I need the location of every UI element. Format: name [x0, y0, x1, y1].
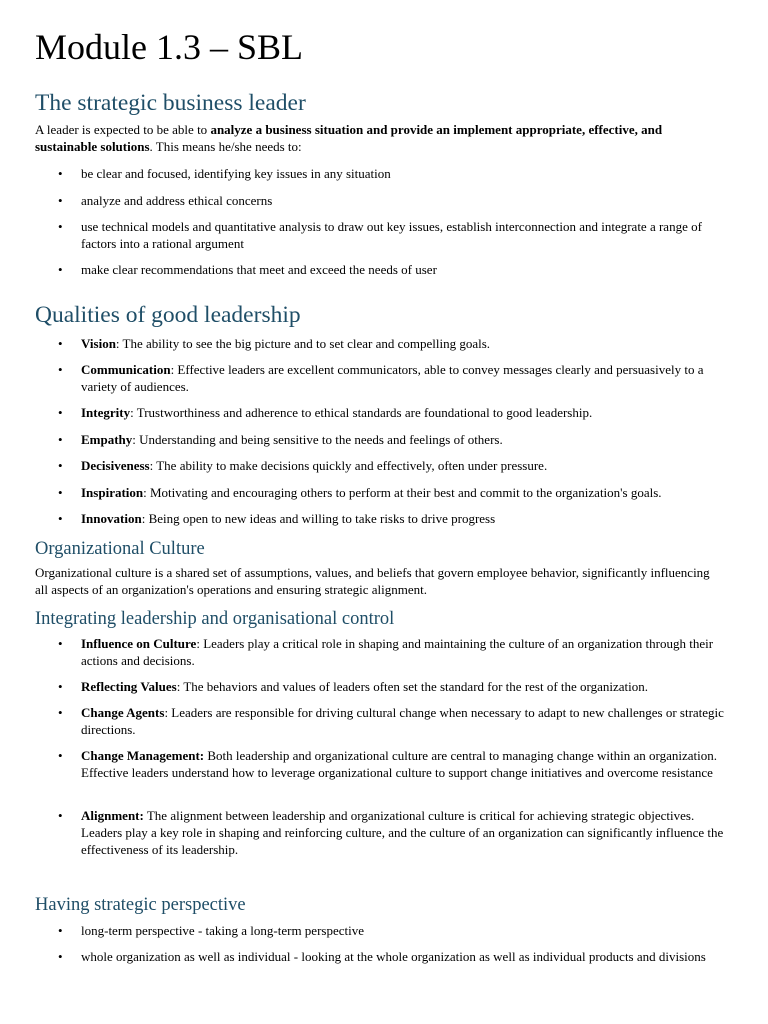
list-item-term: Change Agents	[81, 705, 165, 720]
list-item-text: : Effective leaders are excellent communicators, able to convey messages clearly and persuasively to a variety of audiences.	[81, 362, 704, 394]
list-item-term: Inspiration	[81, 485, 144, 500]
list-item	[0, 948, 768, 965]
list-item	[0, 678, 768, 695]
list-item-text: use technical models and quantitative analysis to draw out key issues, establish interconnection and integrate a range of factors into a rational argument	[81, 219, 702, 251]
list-item	[0, 457, 768, 474]
list-item-term: Decisiveness	[81, 458, 150, 473]
bullet-icon: •	[58, 511, 63, 526]
bullet-icon: •	[58, 219, 63, 234]
list-item	[0, 218, 768, 252]
heading-having-strategic-perspective: Having strategic perspective	[35, 895, 246, 915]
intro-prefix: A leader is expected to be able to	[35, 122, 211, 137]
intro-suffix: . This means he/she needs to:	[149, 138, 302, 154]
list-item-text: analyze and address ethical concerns	[81, 193, 273, 208]
list-item-text: : Trustworthiness and adherence to ethical standards are foundational to good leadership.	[130, 405, 593, 420]
list-item-text: The alignment between leadership and organizational culture is critical for achieving strategic objectives. Leaders play a key role in shaping and reinforcing culture, and the culture of an organization can significantly influence the effectiveness of its leadership.	[81, 808, 724, 857]
bullet-icon: •	[58, 193, 63, 208]
list-item-text: : The ability to see the big picture and to set clear and compelling goals.	[115, 336, 491, 351]
list-item-text: make clear recommendations that meet and exceed the needs of user	[81, 262, 437, 277]
list-item-text: whole organization as well as individual - looking at the whole organization as well as individual products and divisions	[81, 949, 706, 964]
bullet-icon: •	[58, 405, 63, 420]
organizational-culture-body: Organizational culture is a shared set of assumptions, values, and beliefs that govern employee behavior, significantly influencing all aspects of an organization's operations and ensuring strategic alignment.	[35, 565, 710, 597]
list-item-term: Reflecting Values	[81, 679, 177, 694]
list-item	[0, 165, 768, 182]
list-item-text: : The behaviors and values of leaders often set the standard for the rest of the organization.	[176, 679, 649, 694]
list-item-term: Vision	[81, 336, 116, 351]
heading-strategic-business-leader: The strategic business leader	[35, 90, 306, 116]
list-item-term: Integrity	[81, 405, 131, 420]
list-item-text: : Understanding and being sensitive to the needs and feelings of others.	[132, 432, 503, 447]
list-item-text: be clear and focused, identifying key issues in any situation	[81, 166, 391, 181]
strategic-leader-intro	[35, 122, 725, 155]
bullet-icon: •	[58, 923, 63, 938]
heading-qualities-of-good-leadership: Qualities of good leadership	[35, 302, 301, 328]
list-item	[0, 807, 768, 858]
list-item	[0, 922, 768, 939]
bullet-icon: •	[58, 262, 63, 277]
list-item	[0, 484, 751, 501]
list-item	[0, 261, 768, 278]
list-item	[0, 747, 768, 781]
list-item	[0, 704, 768, 738]
list-item-text: : Leaders play a critical role in shaping and maintaining the culture of an organization through their actions and decisions.	[81, 636, 714, 668]
list-item	[0, 335, 768, 352]
bullet-icon: •	[58, 166, 63, 181]
bullet-icon: •	[58, 636, 63, 651]
list-item	[0, 431, 768, 448]
list-item	[0, 361, 768, 395]
list-item-text: : The ability to make decisions quickly and effectively, often under pressure.	[149, 458, 548, 473]
list-item	[0, 635, 768, 669]
list-item-term: Communication	[81, 362, 171, 377]
list-item-term: Empathy	[81, 432, 133, 447]
heading-integrating-leadership: Integrating leadership and organisational control	[35, 609, 395, 629]
heading-organizational-culture: Organizational Culture	[35, 539, 205, 559]
list-item-term: Change Management:	[81, 748, 205, 763]
list-item-term: Influence on Culture	[81, 636, 197, 651]
bullet-icon: •	[58, 432, 63, 447]
intro-bold: analyze a business situation and provide an implement appropriate, effective, and sustainable solutions	[35, 122, 663, 154]
bullet-icon: •	[58, 362, 63, 377]
list-item	[0, 404, 768, 421]
bullet-icon: •	[58, 458, 63, 473]
bullet-icon: •	[58, 808, 63, 823]
bullet-icon: •	[58, 748, 63, 763]
list-item-text: : Leaders are responsible for driving cultural change when necessary to adapt to new challenges or strategic directions.	[81, 705, 724, 737]
list-item-text: : Being open to new ideas and willing to take risks to drive progress	[141, 511, 496, 526]
list-item-term: Innovation	[81, 511, 142, 526]
list-item-term: Alignment:	[81, 808, 144, 823]
list-item-text: : Motivating and encouraging others to perform at their best and commit to the organization's goals.	[143, 485, 662, 500]
list-item-text: long-term perspective - taking a long-term perspective	[81, 923, 365, 938]
bullet-icon: •	[58, 679, 63, 694]
list-item-text: Both leadership and organizational culture are central to managing change within an organization. Effective leaders understand how to leverage organizational culture to support change initiatives and overcome resistance	[81, 748, 717, 780]
bullet-icon: •	[58, 485, 63, 500]
list-item	[0, 192, 768, 209]
list-item	[0, 510, 768, 527]
bullet-icon: •	[58, 705, 63, 720]
document-title: Module 1.3 – SBL	[35, 27, 304, 67]
bullet-icon: •	[58, 336, 63, 351]
bullet-icon: •	[58, 949, 63, 964]
